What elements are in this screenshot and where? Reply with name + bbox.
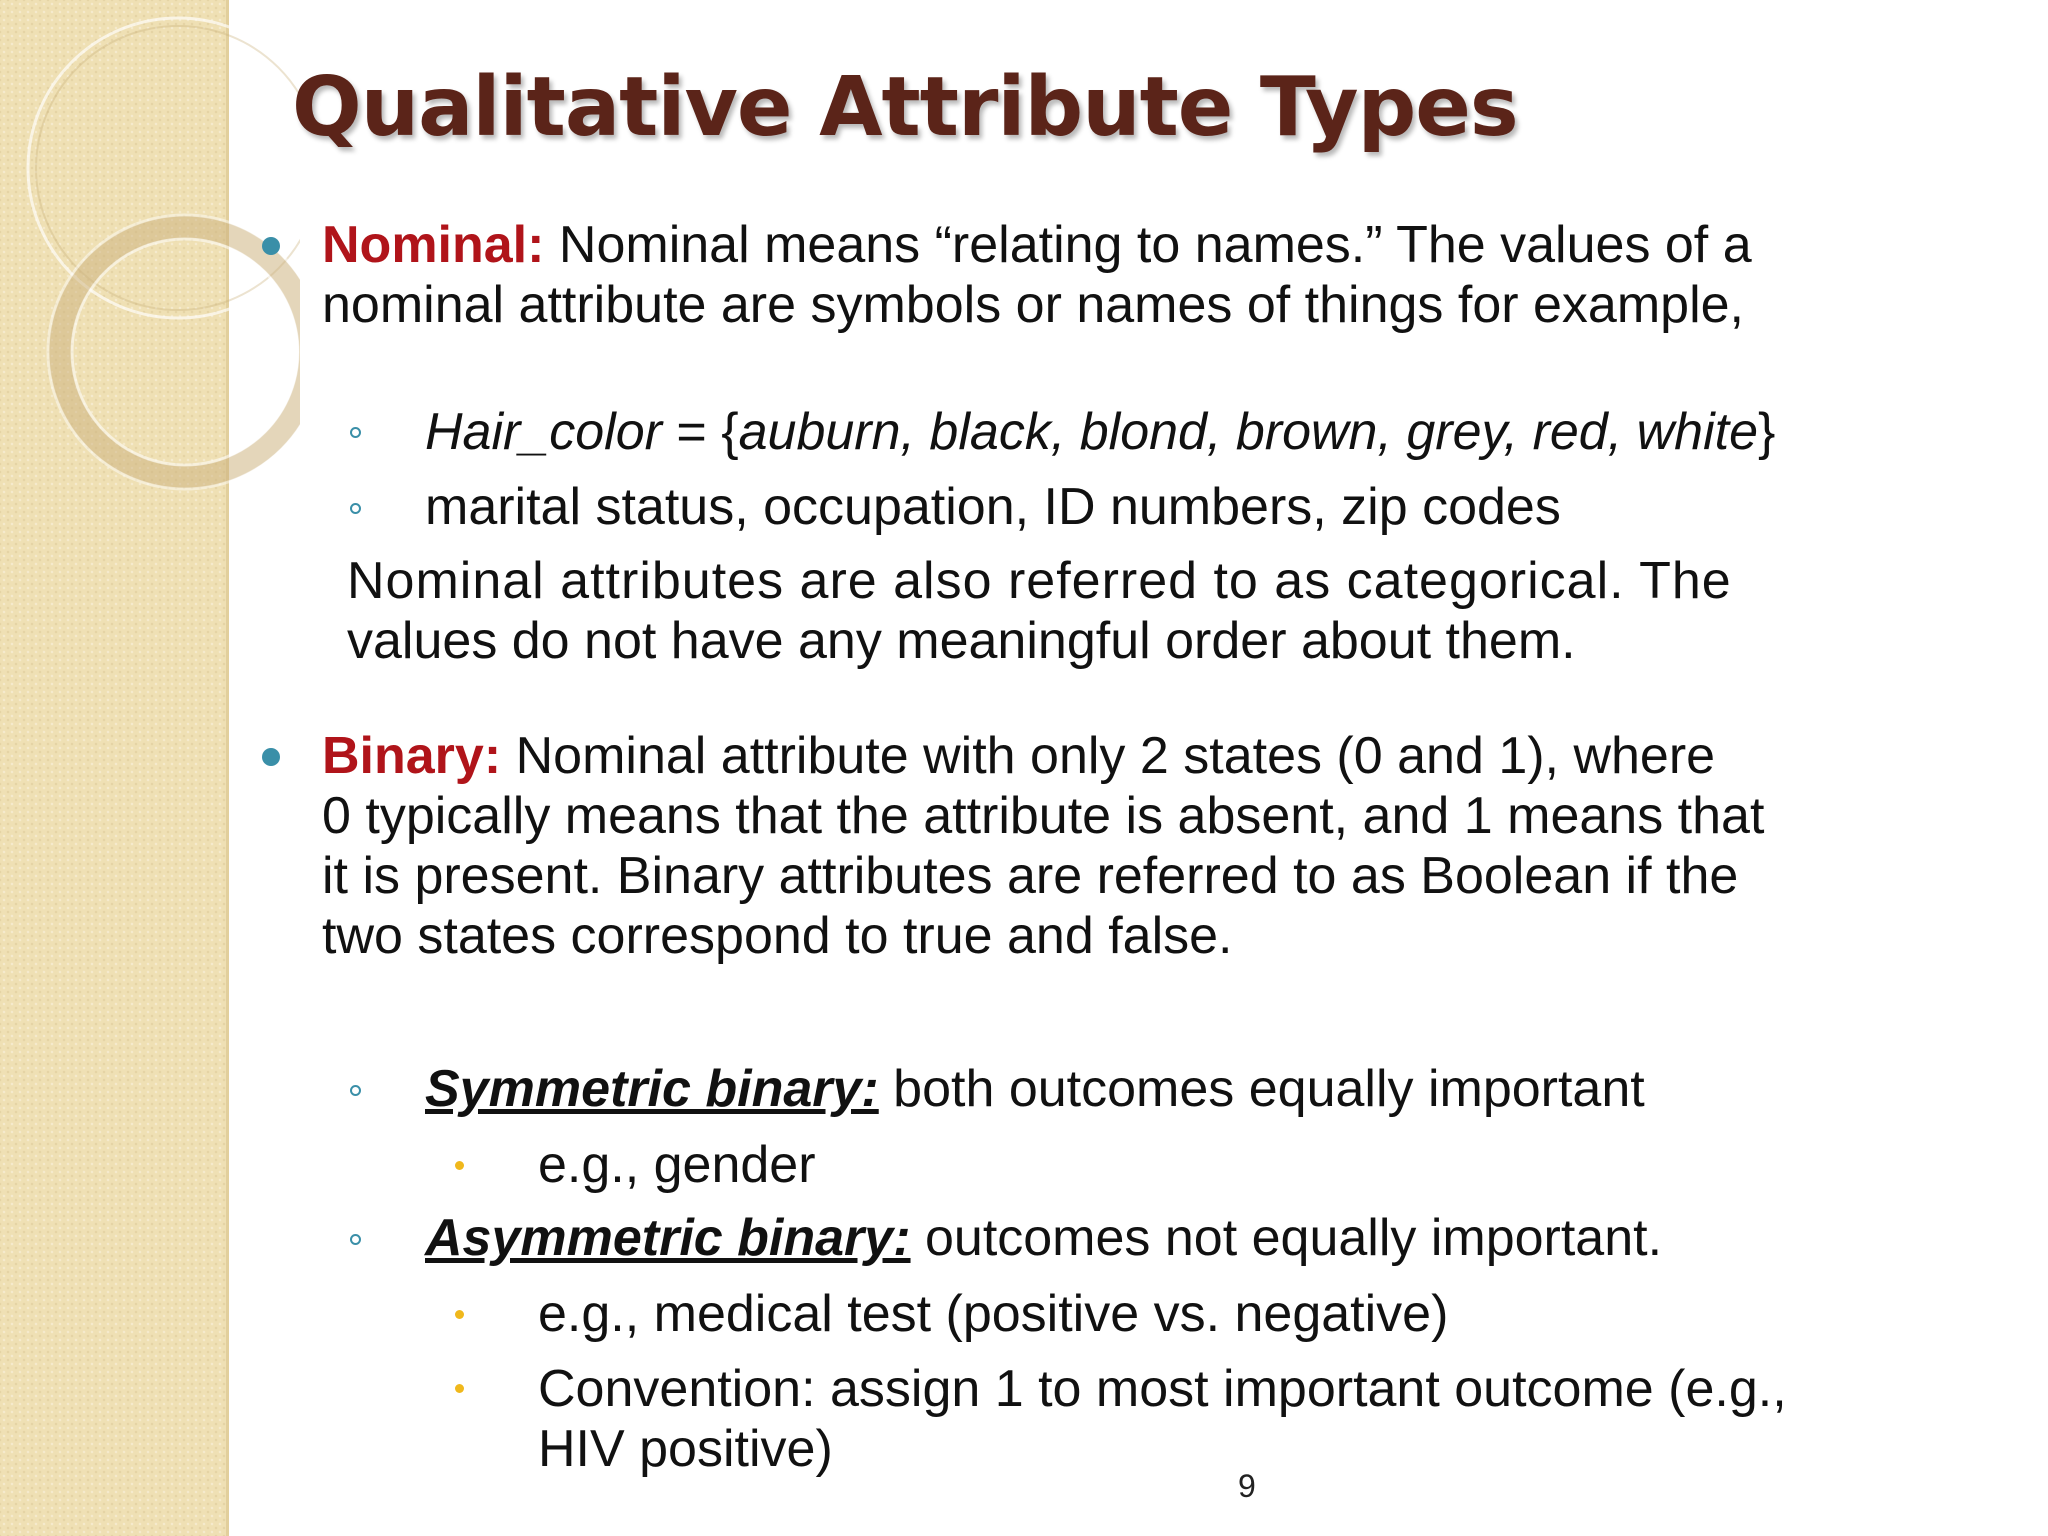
- asymmetric-binary-text: outcomes not equally important.: [910, 1209, 1663, 1267]
- hair-color-equals: = {: [661, 403, 739, 461]
- symmetric-binary-text: both outcomes equally important: [878, 1060, 1645, 1118]
- convention-line-2: HIV positive): [538, 1420, 833, 1478]
- binary-definition: Nominal attribute with only 2 states (0 and 1), where: [501, 727, 1716, 785]
- nominal-line-1: [322, 215, 1752, 275]
- sub-sub-bullet-icon: [455, 1384, 464, 1393]
- nominal-note-line-2: values do not have any meaningful order about them.: [347, 612, 1576, 670]
- binary-line-2: 0 typically means that the attribute is absent, and 1 means that: [322, 787, 1765, 845]
- page-number: 9: [1238, 1468, 1256, 1504]
- hair-color-attribute: Hair_color: [425, 403, 662, 461]
- symmetric-binary-term: Symmetric binary:: [425, 1060, 879, 1118]
- asymmetric-example: e.g., medical test (positive vs. negative): [538, 1285, 1449, 1343]
- nominal-line-2: nominal attribute are symbols or names of things for example,: [322, 276, 1745, 334]
- nominal-definition: Nominal means “relating to names.” The values of a: [544, 216, 1752, 274]
- binary-line-1: [322, 726, 1715, 786]
- sub-bullet-ring-icon: [350, 503, 361, 514]
- convention-line-1: Convention: assign 1 to most important outcome (e.g.,: [538, 1360, 1787, 1418]
- symmetric-example: e.g., gender: [538, 1136, 816, 1194]
- hair-color-values: auburn, black, blond, brown, grey, red, white: [738, 403, 1759, 461]
- nominal-term: Nominal:: [322, 216, 545, 274]
- nominal-note-line-1: Nominal attributes are also referred to as categorical. The: [347, 552, 1732, 610]
- sub-bullet-ring-icon: [350, 1085, 361, 1096]
- binary-line-4: two states correspond to true and false.: [322, 907, 1233, 965]
- symmetric-binary-line: [425, 1059, 1645, 1119]
- hair-color-close: }: [1758, 403, 1776, 461]
- bullet-dot-icon: [262, 237, 280, 255]
- nominal-example-marital: marital status, occupation, ID numbers, zip codes: [425, 478, 1561, 536]
- slide-title: Qualitative Attribute Types: [292, 60, 1518, 155]
- binary-term: Binary:: [322, 727, 502, 785]
- asymmetric-binary-line: [425, 1208, 1662, 1268]
- nominal-example-hair-color: [425, 402, 1775, 462]
- bullet-dot-icon: [262, 748, 280, 766]
- sub-bullet-ring-icon: [350, 1234, 361, 1245]
- sub-bullet-ring-icon: [350, 427, 361, 438]
- binary-line-3: it is present. Binary attributes are referred to as Boolean if the: [322, 847, 1739, 905]
- sub-sub-bullet-icon: [455, 1310, 464, 1319]
- sub-sub-bullet-icon: [455, 1161, 464, 1170]
- asymmetric-binary-term: Asymmetric binary:: [425, 1209, 911, 1267]
